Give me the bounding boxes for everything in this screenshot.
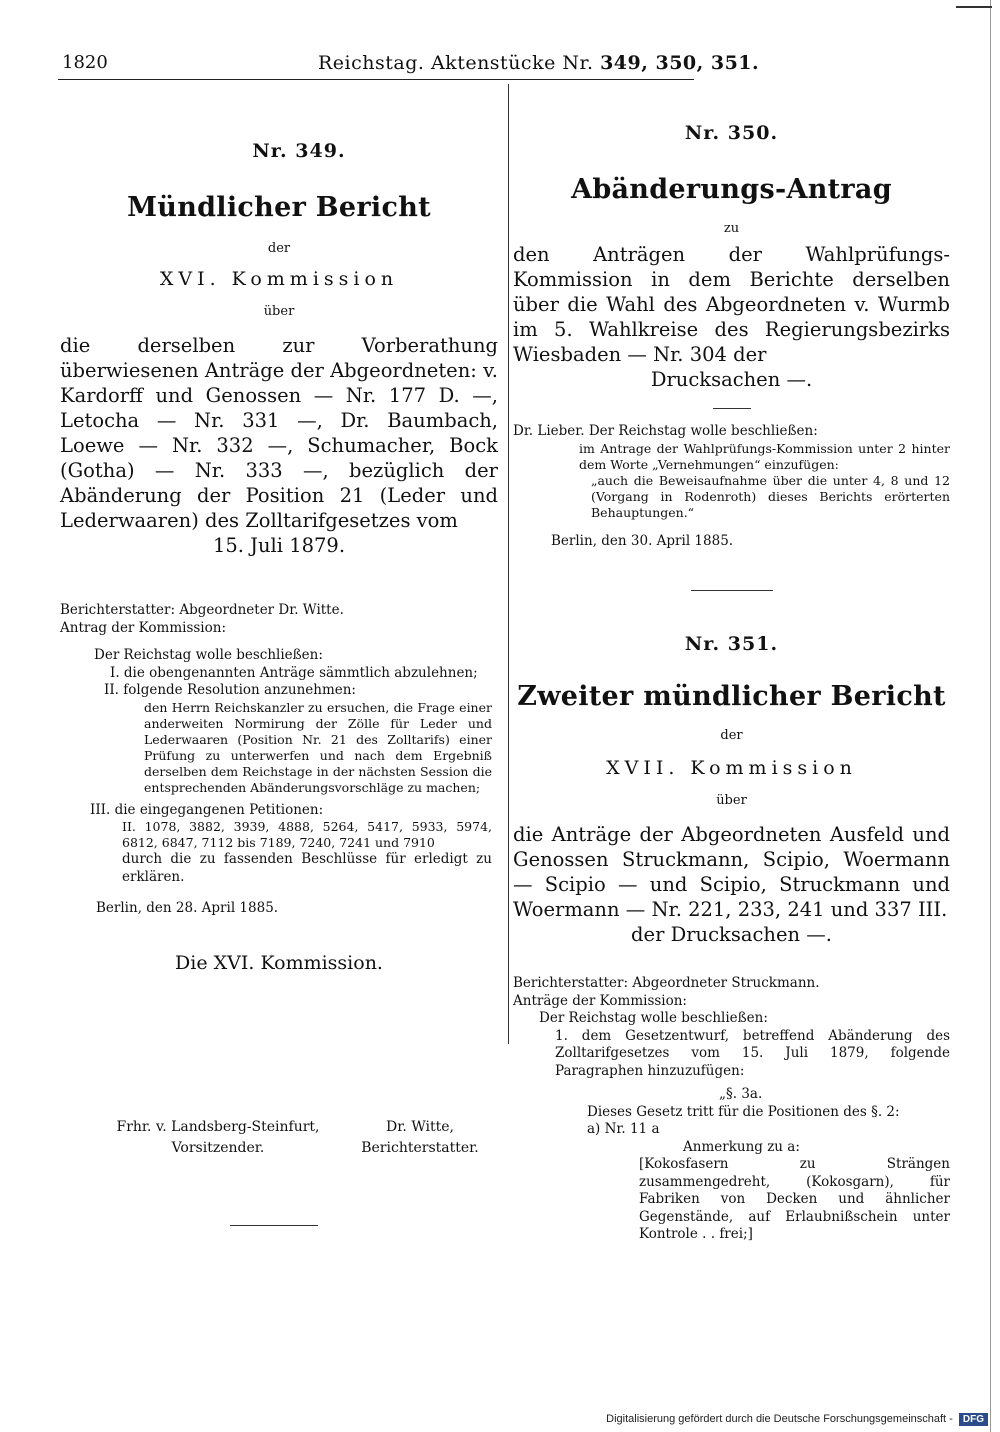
item-3-text: durch die zu fassenden Beschlüsse für erledigt zu erklären. <box>122 851 492 885</box>
doc-number-351: Nr. 351. <box>684 633 779 655</box>
resolve-line: Der Reichstag wolle beschließen: <box>94 647 323 663</box>
subject-text: die derselben zur Vorberathung überwiesenen Anträge der Abgeordneten: v. Kardorff und Genossen — Nr. 177 D. —, Letocha — Nr. 331 —, Dr. Baumbach, Loewe — Nr. 332 —, Schumacher, Bock (Gotha) — Nr. 333 —, bezüglich der Abänderung der Position 21 (Leder und Lederwaaren) des Zolltarifgesetzes vom <box>60 334 498 532</box>
chair-role: Vorsitzender. <box>171 1140 265 1156</box>
footer-text: Digitalisierung gefördert durch die Deutsche Forschungsgemeinschaft - <box>606 1413 953 1425</box>
reporter-351: Berichterstatter: Abgeordneter Struckmann. <box>513 975 820 991</box>
doc-title: Mündlicher Bericht <box>127 192 431 223</box>
title-351: Zweiter mündlicher Bericht <box>517 681 946 712</box>
chair-name: Frhr. v. Landsberg-Steinfurt, <box>116 1119 320 1135</box>
document-349 <box>60 140 498 974</box>
ueber-label: über <box>263 304 295 319</box>
mover-name: Dr. Lieber. <box>513 423 585 439</box>
column-divider <box>508 84 509 1044</box>
running-head <box>318 52 759 74</box>
running-title: Reichstag. Aktenstücke Nr. <box>318 52 594 74</box>
der-label-351: der <box>720 728 743 743</box>
amend-2: „auch die Beweisaufnahme über die unter 4, 8 und 12 (Vorgang in Rodenroth) dieses Berichts erörterten Behauptungen.“ <box>591 472 950 520</box>
resolve-351: Der Reichstag wolle beschließen: <box>539 1010 768 1026</box>
subject-350: den Anträgen der Wahlprüfungs-Kommission in dem Berichte derselben über die Wahl des Abgeordneten v. Wurmb im 5. Wahlkreise des Regierungsbezirks Wiesbaden — Nr. 304 der <box>513 243 950 366</box>
page-number: 1820 <box>62 52 108 73</box>
point-1: 1. dem Gesetzentwurf, betreffend Abänderung des Zolltarifgesetzes vom 15. Juli 1879, folgende Paragraphen hinzuzufügen: <box>555 1027 950 1079</box>
rule-350 <box>713 408 751 409</box>
signature-chair <box>88 1117 348 1159</box>
motion-heading: Antrag der Kommission: <box>60 619 226 636</box>
signature-reporter <box>340 1117 500 1159</box>
end-rule-left <box>230 1225 318 1226</box>
reporter-name: Dr. Witte, <box>386 1119 454 1135</box>
paragraph-heading: „§. 3a. <box>719 1086 763 1102</box>
item-2: II. folgende Resolution anzunehmen: <box>104 682 356 698</box>
scan-mark <box>956 0 992 8</box>
reporter-line: Berichterstatter: Abgeordneter Dr. Witte. <box>60 602 344 618</box>
running-numbers: 349, 350, 351. <box>600 52 760 74</box>
doc-number-350: Nr. 350. <box>684 122 779 144</box>
page-edge <box>990 0 1000 1432</box>
document-350-351 <box>513 122 950 1244</box>
item-2-text: den Herrn Reichskanzler zu ersuchen, die Frage einer anderweiten Normirung der Zölle für Leder und Lederwaaren (Position Nr. 21 des Zolltarifs) einer Prüfung zu unterwerfen und nach dem Ergebniß derselben dem Reichstage in der nächsten Session die entsprechenden Abänderungsvorschläge zu machen; <box>144 699 492 795</box>
subject-350-end: Drucksachen —. <box>650 368 813 391</box>
zu-label: zu <box>723 221 740 236</box>
subject-351-end: der Drucksachen —. <box>631 923 832 946</box>
title-350: Abänderungs-Antrag <box>571 174 892 205</box>
annotation-heading: Anmerkung zu a: <box>683 1138 800 1155</box>
dfg-logo: DFG <box>959 1413 988 1426</box>
doc-number: Nr. 349. <box>252 140 346 162</box>
position-a: a) Nr. 11 a <box>587 1121 660 1137</box>
item-3: III. die eingegangenen Petitionen: <box>90 801 324 818</box>
der-label: der <box>267 241 291 256</box>
footer-credit <box>606 1413 988 1426</box>
ueber-label-351: über <box>716 793 747 808</box>
rule-separator <box>691 590 773 591</box>
subject-date: 15. Juli 1879. <box>212 534 346 557</box>
motions-351: Anträge der Kommission: <box>513 992 687 1009</box>
amend-1: im Antrage der Wahlprüfungs-Kommission unter 2 hinter dem Worte „Vernehmungen“ einzufügen: <box>579 440 950 472</box>
commission-351: XVII. Kommission <box>606 757 857 779</box>
item-1: I. die obengenannten Anträge sämmtlich abzulehnen; <box>110 664 478 681</box>
commission-name: XVI. Kommission <box>159 268 399 290</box>
signature-title: Die XVI. Kommission. <box>175 951 383 974</box>
paragraph-text: Dieses Gesetz tritt für die Positionen des §. 2: <box>587 1103 900 1120</box>
item-3-list: II. 1078, 3882, 3939, 4888, 5264, 5417, 5933, 5974, 6812, 6847, 7112 bis 7189, 7240, 7241 und 7910 <box>122 819 492 850</box>
reporter-role: Berichterstatter. <box>361 1140 479 1156</box>
mover-text: Der Reichstag wolle beschließen: <box>588 423 818 439</box>
header-rule <box>58 79 694 80</box>
mover-line <box>513 423 950 441</box>
annotation-text: [Kokosfasern zu Strängen zusammengedreht, (Kokosgarn), für Fabriken von Decken und ähnlicher Gegenstände, auf Erlaubnißschein unter Kontrole . . frei;] <box>639 1156 950 1242</box>
subject-351: die Anträge der Abgeordneten Ausfeld und Genossen Struckmann, Scipio, Woermann — Scipio — und Scipio, Struckmann und Woermann — Nr. 221, 233, 241 und 337 III. <box>513 823 950 921</box>
date-349: Berlin, den 28. April 1885. <box>96 900 279 916</box>
date-350: Berlin, den 30. April 1885. <box>551 532 734 549</box>
